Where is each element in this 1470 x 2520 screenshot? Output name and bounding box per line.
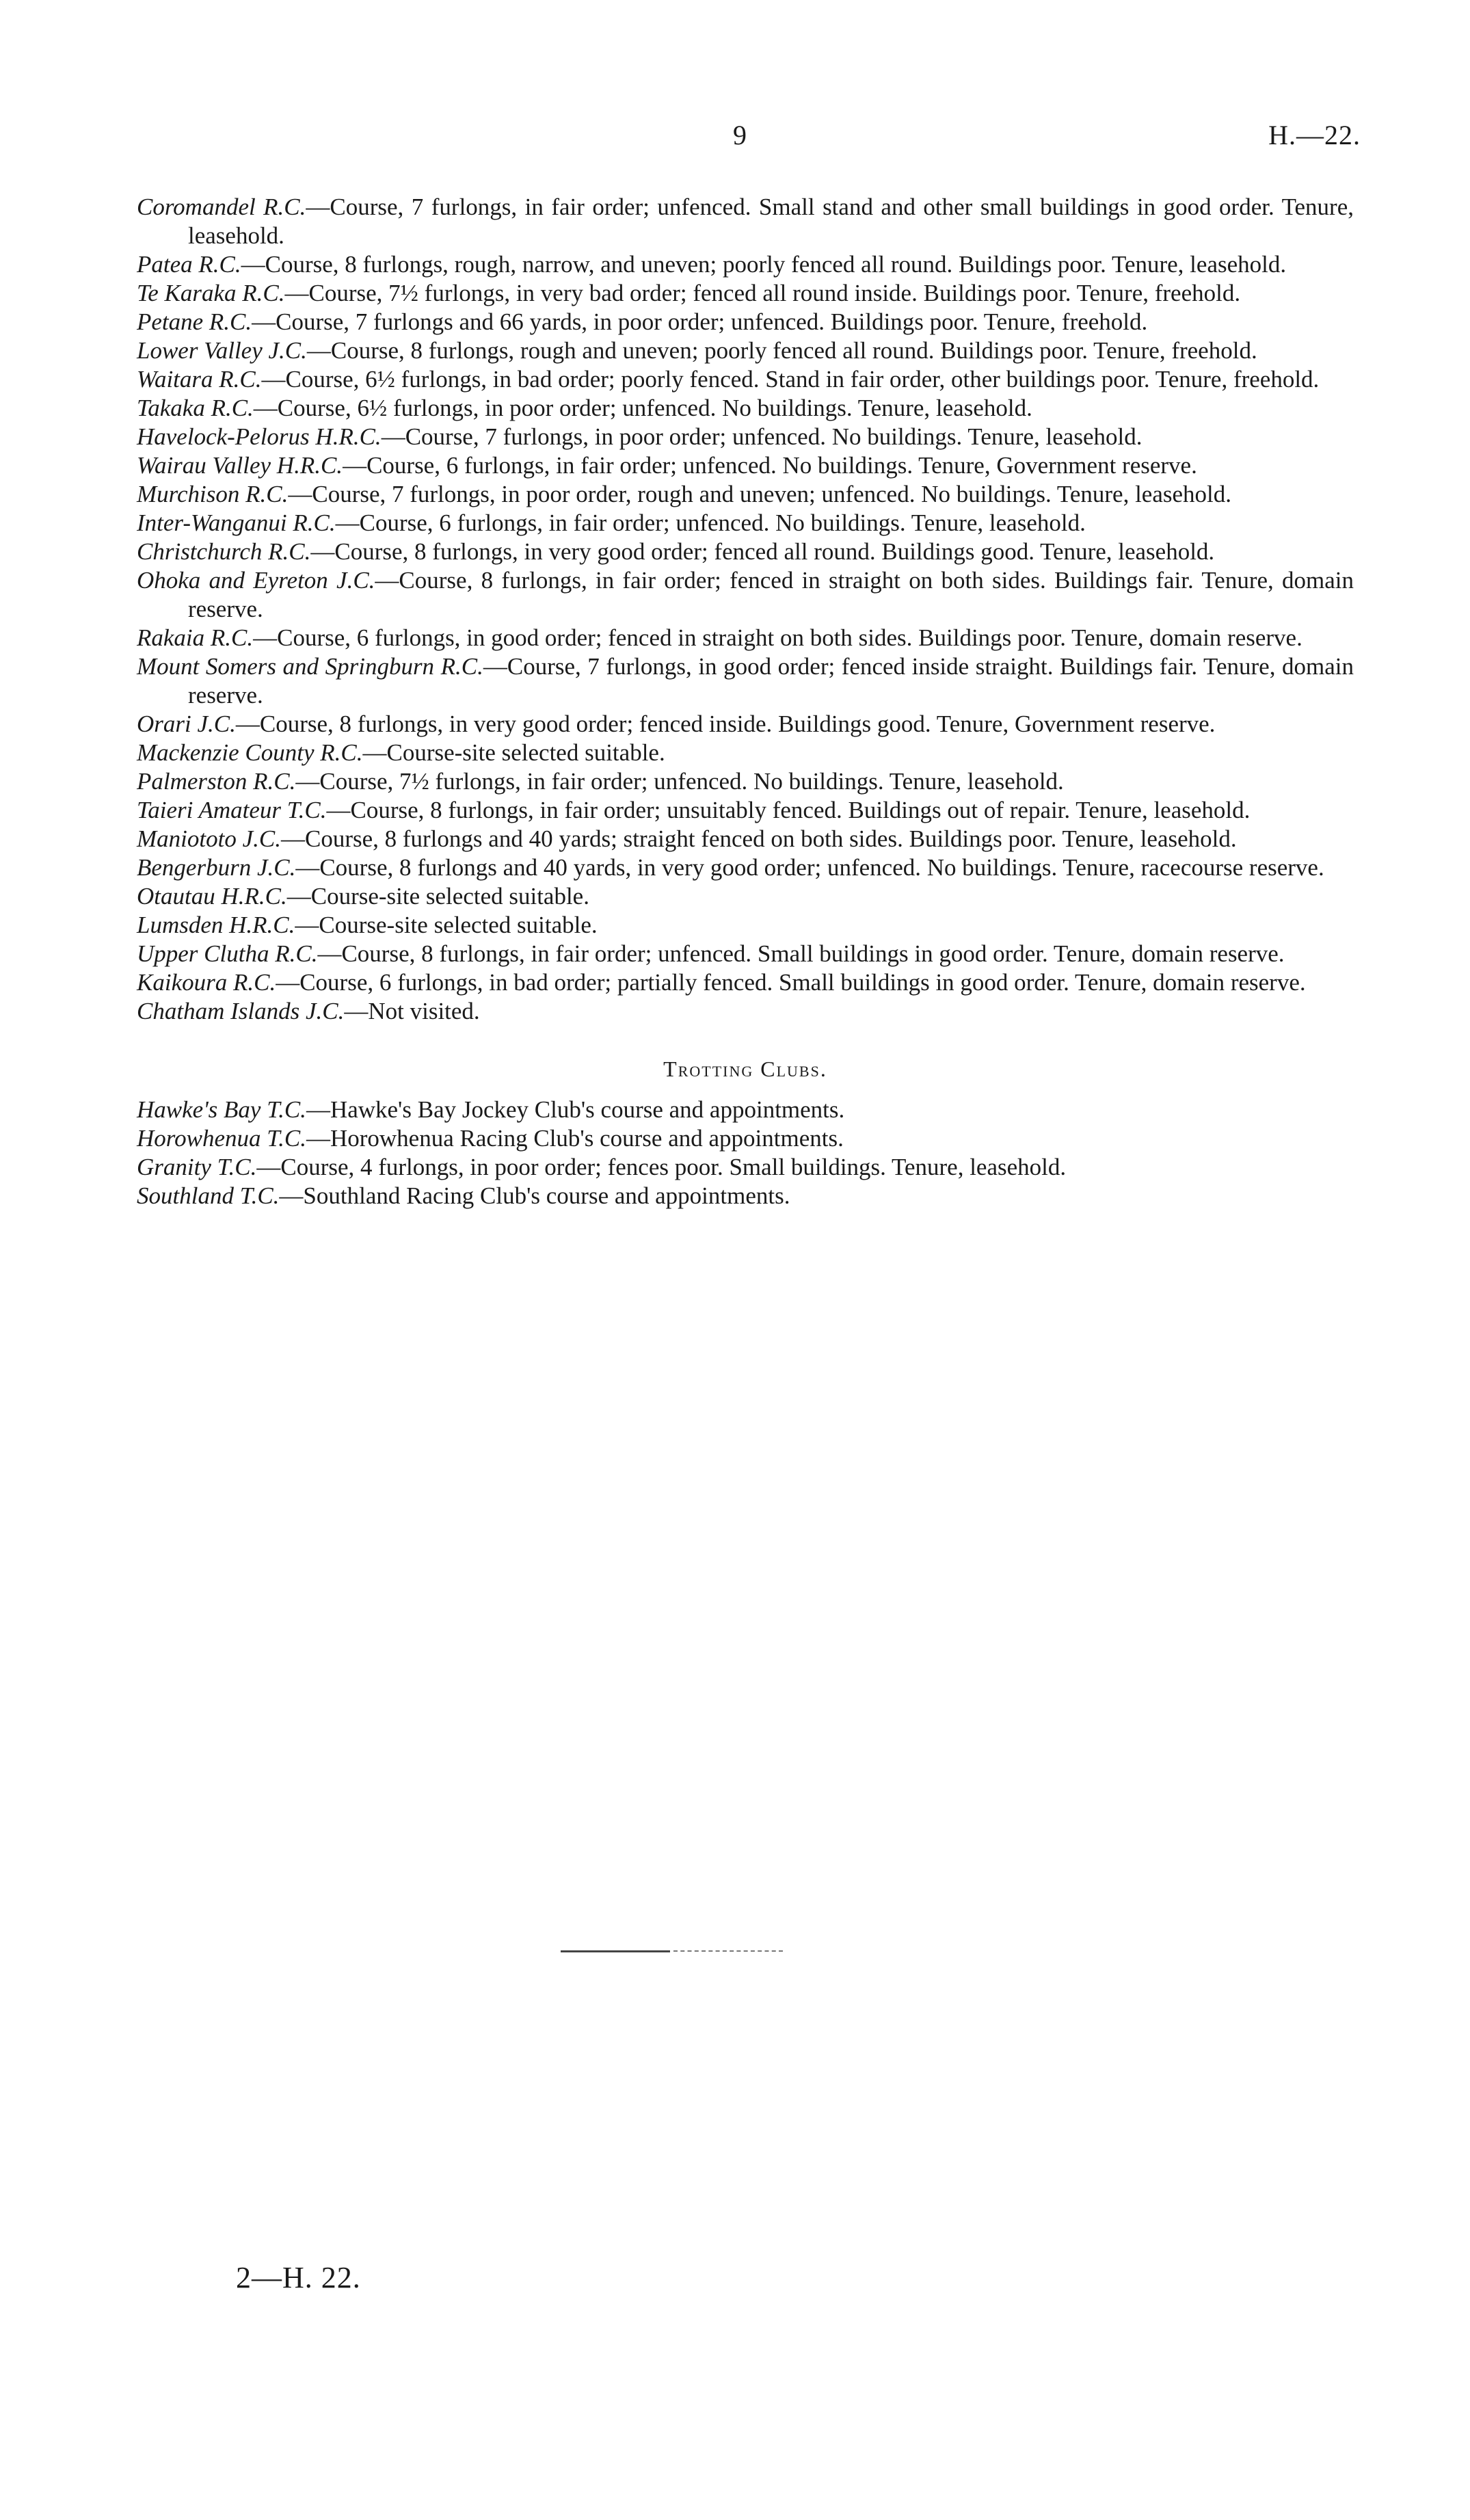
- club-description: —Course-site selected suitable.: [286, 883, 589, 910]
- club-name: Havelock-Pelorus H.R.C.: [137, 423, 382, 450]
- trotting-club-entries: [137, 1096, 1354, 1210]
- section-divider-dashed: [673, 1950, 783, 1952]
- page-number: 9: [733, 120, 747, 150]
- club-list: [137, 193, 1354, 1210]
- club-description: —Course-site selected suitable.: [295, 912, 598, 938]
- club-description: —Course, 8 furlongs, in very good order; fenced inside. Buildings good. Tenure, Government reserve.: [235, 711, 1216, 737]
- club-name: Te Karaka R.C.: [137, 280, 285, 306]
- club-name: Southland T.C.: [137, 1182, 280, 1209]
- club-name: Palmerston R.C.: [137, 768, 296, 795]
- club-entry: [137, 739, 1354, 767]
- club-entry: [137, 336, 1354, 365]
- club-name: Taieri Amateur T.C.: [137, 797, 327, 823]
- club-entry: [137, 767, 1354, 796]
- club-description: —Course, 7 furlongs, in fair order; unfenced. Small stand and other small buildings in good order. Tenure, leasehold.: [188, 194, 1354, 249]
- club-entry: [137, 250, 1354, 279]
- club-entry: [137, 1096, 1354, 1124]
- club-name: Granity T.C.: [137, 1154, 257, 1180]
- club-entry: [137, 997, 1354, 1026]
- club-name: Mount Somers and Springburn R.C.: [137, 653, 483, 680]
- club-name: Lower Valley J.C.: [137, 337, 307, 364]
- club-name: Petane R.C.: [137, 308, 252, 335]
- club-description: —Course, 8 furlongs and 40 yards; straight fenced on both sides. Buildings poor. Tenure, leasehold.: [280, 825, 1237, 852]
- club-entry: [137, 423, 1354, 451]
- club-entry: [137, 652, 1354, 710]
- club-name: Christchurch R.C.: [137, 538, 311, 565]
- club-description: —Horowhenua Racing Club's course and appointments.: [306, 1125, 844, 1152]
- club-name: Mackenzie County R.C.: [137, 739, 363, 766]
- club-description: —Course, 6½ furlongs, in bad order; poorly fenced. Stand in fair order, other buildings poor. Tenure, freehold.: [261, 366, 1320, 393]
- club-name: Otautau H.R.C.: [137, 883, 287, 910]
- club-entry: [137, 1182, 1354, 1210]
- club-description: —Course, 6½ furlongs, in poor order; unfenced. No buildings. Tenure, leasehold.: [253, 395, 1032, 421]
- club-description: —Not visited.: [344, 998, 480, 1024]
- club-entry: [137, 968, 1354, 997]
- club-name: Takaka R.C.: [137, 395, 254, 421]
- club-description: —Course, 7½ furlongs, in fair order; unfenced. No buildings. Tenure, leasehold.: [295, 768, 1064, 795]
- club-description: —Course, 7 furlongs, in poor order, rough and uneven; unfenced. No buildings. Tenure, leasehold.: [288, 481, 1231, 507]
- club-description: —Course, 8 furlongs, rough and uneven; poorly fenced all round. Buildings poor. Tenure, freehold.: [306, 337, 1257, 364]
- club-entry: [137, 193, 1354, 250]
- club-description: —Course, 7 furlongs, in good order; fenced inside straight. Buildings fair. Tenure, domain reserve.: [188, 653, 1354, 708]
- club-name: Upper Clutha R.C.: [137, 940, 318, 967]
- club-description: —Course, 7 furlongs and 66 yards, in poor order; unfenced. Buildings poor. Tenure, freehold.: [252, 308, 1148, 335]
- club-description: —Course, 8 furlongs, rough, narrow, and uneven; poorly fenced all round. Buildings poor. Tenure, leasehold.: [241, 251, 1287, 278]
- club-name: Bengerburn J.C.: [137, 854, 296, 881]
- club-name: Chatham Islands J.C.: [137, 998, 345, 1024]
- club-name: Lumsden H.R.C.: [137, 912, 295, 938]
- club-entry: [137, 566, 1354, 624]
- club-entry: [137, 509, 1354, 538]
- club-name: Hawke's Bay T.C.: [137, 1096, 306, 1123]
- club-name: Coromandel R.C.: [137, 194, 306, 220]
- club-description: —Course, 7 furlongs, in poor order; unfenced. No buildings. Tenure, leasehold.: [381, 423, 1142, 450]
- club-description: —Course, 4 furlongs, in poor order; fences poor. Small buildings. Tenure, leasehold.: [256, 1154, 1067, 1180]
- club-description: —Course, 8 furlongs, in fair order; unsuitably fenced. Buildings out of repair. Tenure, leasehold.: [326, 797, 1251, 823]
- club-name: Patea R.C.: [137, 251, 241, 278]
- club-entry: [137, 1124, 1354, 1153]
- club-entry: [137, 394, 1354, 423]
- club-entry: [137, 940, 1354, 968]
- club-description: —Hawke's Bay Jockey Club's course and appointments.: [306, 1096, 845, 1123]
- club-entry: [137, 624, 1354, 652]
- club-name: Rakaia R.C.: [137, 624, 254, 651]
- club-name: Kaikoura R.C.: [137, 969, 276, 996]
- club-entry: [137, 451, 1354, 480]
- racing-club-entries: [137, 193, 1354, 1026]
- club-name: Ohoka and Eyreton J.C.: [137, 567, 375, 594]
- section-divider: [561, 1950, 670, 1952]
- document-reference: H.—22.: [1268, 120, 1361, 150]
- sheet-reference: 2—H. 22.: [236, 2261, 361, 2294]
- club-entry: [137, 279, 1354, 308]
- club-name: Inter-Wanganui R.C.: [137, 509, 336, 536]
- club-entry: [137, 853, 1354, 882]
- club-description: —Southland Racing Club's course and appointments.: [279, 1182, 790, 1209]
- club-name: Horowhenua T.C.: [137, 1125, 306, 1152]
- club-entry: [137, 710, 1354, 739]
- club-entry: [137, 480, 1354, 509]
- club-name: Murchison R.C.: [137, 481, 289, 507]
- club-name: Wairau Valley H.R.C.: [137, 452, 343, 479]
- club-description: —Course-site selected suitable.: [362, 739, 665, 766]
- club-entry: [137, 538, 1354, 566]
- club-entry: [137, 1153, 1354, 1182]
- club-entry: [137, 882, 1354, 911]
- club-description: —Course, 8 furlongs and 40 yards, in very good order; unfenced. No buildings. Tenure, racecourse reserve.: [295, 854, 1324, 881]
- club-entry: [137, 825, 1354, 853]
- club-description: —Course, 7½ furlongs, in very bad order; fenced all round inside. Buildings poor. Tenure, freehold.: [284, 280, 1241, 306]
- club-entry: [137, 365, 1354, 394]
- club-entry: [137, 308, 1354, 336]
- club-description: —Course, 6 furlongs, in fair order; unfenced. No buildings. Tenure, Government reserve.: [343, 452, 1197, 479]
- club-name: Waitara R.C.: [137, 366, 262, 393]
- trotting-clubs-heading: Trotting Clubs.: [663, 1057, 827, 1081]
- club-name: Maniototo J.C.: [137, 825, 281, 852]
- club-name: Orari J.C.: [137, 711, 236, 737]
- club-description: —Course, 6 furlongs, in good order; fenced in straight on both sides. Buildings poor. Tenure, domain reserve.: [253, 624, 1302, 651]
- club-description: —Course, 6 furlongs, in bad order; partially fenced. Small buildings in good order. Tenure, domain reserve.: [276, 969, 1306, 996]
- club-entry: [137, 796, 1354, 825]
- club-description: —Course, 8 furlongs, in fair order; unfenced. Small buildings in good order. Tenure, domain reserve.: [317, 940, 1285, 967]
- club-description: —Course, 6 furlongs, in fair order; unfenced. No buildings. Tenure, leasehold.: [335, 509, 1086, 536]
- club-description: —Course, 8 furlongs, in very good order; fenced all round. Buildings good. Tenure, leasehold.: [310, 538, 1215, 565]
- club-description: —Course, 8 furlongs, in fair order; fenced in straight on both sides. Buildings fair. Tenure, domain reserve.: [188, 567, 1354, 622]
- club-entry: [137, 911, 1354, 940]
